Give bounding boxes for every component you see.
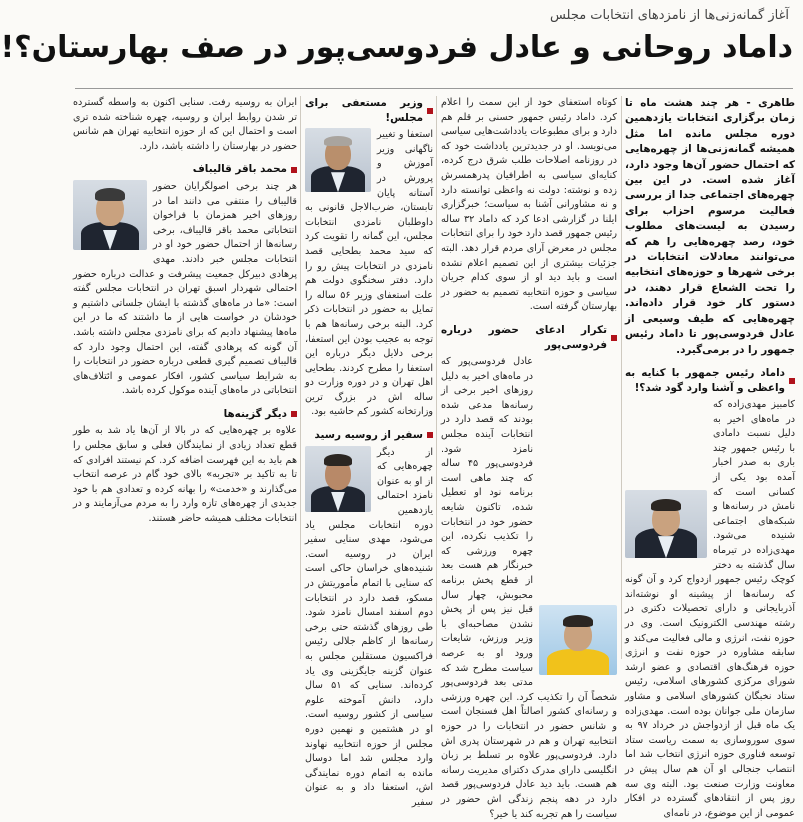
column-2	[441, 96, 617, 820]
body-text: از دیگر چهره‌هایی که از او به عنوان نامزد احتمالی یازدهمین دوره انتخابات مجلس یاد می‌شود، مهدی سنایی سفیر ایران در روسیه است. شنیده‌های خراسان حاکی است که سنایی با اتمام مأموریتش در مسکو، قصد دارد در انتخابات دوم اسفند امسال نامزد شود. طی روزهای گذشته حتی برخی رسانه‌ها از کاظم جلالی رئیس فراکسیون مستقلین مجلس به عنوان گزینه جایگزینی وی یاد کرده‌اند. سنایی که ۵۱ سال دارد، دانش آموخته علوم سیاسی از کشور روسیه است. او در هشتمین و نهمین دوره مجلس از حوزه انتخابیه نهاوند وارد مجلس شد اما دوسال مانده به اتمام دوره نمایندگی اش، استعفا داد و به عنوان سفیر	[305, 446, 433, 808]
subheading: تکرار ادعای حضور درباره فردوسی‌پور	[441, 323, 617, 352]
column-1	[625, 96, 795, 819]
subheading: وزیر مستعفی برای مجلس!	[305, 96, 433, 125]
body-text: علاوه بر چهره‌هایی که در بالا از آن‌ها یاد شد به طور قطع تعداد زیادی از نمایندگان فعلی و سابق مجلس را هم باید به این فهرست اضافه کرد. کم نیستند افرادی که تا به تاکید بر «تجربه» بالای خود گام در عرصه انتخاب می‌گذارند و «خدمت» را بهانه کرده و تعدادی هم با خود جدیدی از چهره‌های تازه وارد را به مردم می‌آزمایند و در انتخابات مختلف همیشه حاضر هستند.	[73, 425, 297, 525]
portrait-ghalibaf	[73, 180, 147, 250]
bullet-square-icon	[291, 411, 297, 417]
column-4	[73, 96, 297, 661]
subheading: دیگر گزینه‌ها	[73, 407, 297, 422]
divider	[75, 88, 793, 89]
headline: داماد روحانی و عادل فردوسی‌پور در صف بهارستان؟!	[0, 30, 793, 65]
body-text: کوتاه استعفای خود از این سمت را اعلام کرد. داماد رئیس جمهور حسنی بر قلم هم دارد و برای مطبوعات یادداشت‌هایی سیاسی می‌نویسد. او در جدیدترین یادداشت خود که در روزنامه اصلاحات طلب شرق درج کرده، کنایه‌ای سیاسی به اطرافیان پدرهمسرش زده و نوشته: دولت نه واعظی توانسته دارد و نه مشاورانی آشنا به سیاست؛ خبرگزاری ایلنا در گزارشی ادعا کرد که داماد ۳۲ ساله رئیس جمهور قصد دارد خود را برای انتخابات مجلس در معرض آرای مردم قرار دهد. البته جزئیات بیشتری از این تصمیم اعلام نشده است و باید دید او از سوی کدام جریان سیاسی و حوزه انتخابیه تصمیم به حضور در بهارستان گرفته است.	[441, 97, 617, 313]
column-divider	[300, 96, 301, 659]
portrait-batahaei	[305, 128, 371, 192]
body-text: استعفا و تغییر ناگهانی وزیر آموزش و پرورش در آستانه پایان تابستان، ضرب‌الاجل قانونی به داوطلبان نامزدی انتخابات مجلس، این گمانه را تقویت کرد که سید محمد بطحایی قصد نامزدی در انتخابات پیش رو را دارد. دفتر سخنگوی دولت هم علت استعفای وزیر ۵۶ ساله را تمایل به حضور در انتخابات ذکر کرد. البته برخی رسانه‌ها هم با توجه به عجیب بودن این استعفا، برخی دلایل دیگر درباره این استعفا را مطرح کردند. بطحایی اهل تهران و در دوره وزارت دو ساله اش در بزرگ ترین وزارتخانه کشور کم حاشیه بود.	[305, 129, 433, 418]
body-text: کامبیز مهدی‌زاده که در ماه‌های اخیر به دلیل نسبت دامادی با رئیس جمهور چند باری به صدر اخبار آمده بود یکی از کسانی است که نامش در رسانه‌ها و شبکه‌های اجتماعی شنیده می‌شود. مهدی‌زاده در تیرماه سال گذشته به دختر کوچک رئیس جمهور ازدواج کرد و آن گونه که رسانه‌ها از پیشینه او نوشته‌اند آذربایجانی و دارای تحصیلات دکتری در رشته مهندسی الکترونیک است. وی در حوزه نفت، انرژی و مالی فعالیت می‌کند و سابقه مشاوره در حوزه نفت و انرژی حوزه فرهنگ‌های اقتصادی و عضو ارشد شورای مرکزی کشورهای اسلامی، رئیس ستاد نخبگان کشورهای اسلامی و مشاور سازمان ملی جوانان بوده است. مهدی‌زاده یک ماه قبل از ازدواجش در خرداد ۹۷ به سوی سوروسازی به سمت ریاست ستاد توسعه فناوری حوزه انرژی انتخاب شد اما انتصاب جنجالی او آن هم سال پیش در معاونت وزارت صنعت بود. البته وی سه روز پس از انتقادهای گسترده در افکار عمومی از این موضوع، در نامه‌ای	[625, 399, 795, 819]
portrait-ferdowsipour	[539, 605, 617, 675]
lead-paragraph: طاهری - هر چند هشت ماه تا زمان برگزاری انتخابات یازدهمین دوره مجلس مانده اما مثل همیشه گمانه‌زنی‌ها از چهره‌هایی که احتمال حضور آن‌ها وجود دارد، آغاز شده است. در این بین چهره‌های اجتماعی جدا از بررسی فعالیت مرسوم احزاب برای رسیدن به لیست‌های مطلوب خود، رصد چهره‌هایی را هم که می‌توانند معادلات انتخابات در برخی شهرها و حوزه‌های انتخابیه را تحت الشعاع قرار دهند، در دستور کار خود قرار داده‌اند. چهره‌هایی که طیف وسیعی از عادل فردوسی‌پور تا داماد رئیس جمهور را در برمی‌گیرد.	[625, 97, 795, 356]
bullet-square-icon	[611, 335, 617, 341]
column-divider	[621, 96, 622, 659]
body-text: هر چند برخی اصولگرایان حضور قالیباف را منتفی می دانند اما در روزهای اخیر همزمان با فراخوان انتخاباتی محمد باقر قالیباف، برخی رسانه‌ها از احتمال حضور خود او در انتخابات مجلس خبر دادند. مهدی پرهادی دبیرکل جمعیت پیشرفت و عدالت درباره حضور احتمالی شهردار اسبق تهران در انتخابات مجلس گفته است: «ما در ماه‌های گذشته با ایشان جلساتی داشتیم و خودشان در خواست هایی از ما داشتند که ما در این ماه‌ها پیشنهاد دادیم که برای نامزدی مجلس داشته باشد. آن گونه که پرهادی گفته، این احتمال وجود دارد که قالیباف تصمیم گیری قطعی درباره حضور در انتخابات را به شرایط سیاسی کشور، افکار عمومی و ائتلاف‌های انتخاباتی در ماه‌های آینده موکول کرده باشد.	[73, 180, 297, 397]
bullet-square-icon	[427, 108, 433, 114]
bullet-square-icon	[427, 432, 433, 438]
kicker: آغاز گمانه‌زنی‌ها از نامزدهای انتخابات مجلس	[549, 8, 789, 23]
column-3	[305, 96, 433, 808]
column-divider	[436, 96, 437, 659]
subheading: داماد رئیس جمهور با کنایه به واعظی و آشنا وارد گود شد؟!	[625, 366, 795, 395]
body-text: عادل فردوسی‌پور که در ماه‌های اخیر به دلیل روزهای اخیر برخی از رسانه‌ها مدعی شده بودند که قصد دارد در انتخابات آینده مجلس نامزد شود. فردوسی‌پور ۴۵ ساله که چند ماهی است برنامه نود او تعطیل شده، تاکنون شایعه حضور خود در انتخابات را تکذیب نکرده، این چهره ورزشی که خبرنگار هم هست بعد از قطع پخش برنامه محبوبش، چهار سال قبل نیز پس از پخش نشدن مصاحبه‌ای با وزیر ورزش، شایعات ورود او به عرصه سیاست مطرح شد که مدتی بعد فردوسی‌پور شخصاً آن را تکذیب کرد. این چهره ورزشی و رسانه‌ای کشور اصالتاً اهل فسنجان است و شانس حضور در انتخابات را در حوزه انتخابیه تهران و هم در شهرستان پدری اش دارد. فردوسی‌پور علاوه بر تسلط بر زبان انگلیسی دارای مدرک دکترای مدیریت رسانه هم هست. باید دید عادل فردوسی‌پور قصد دارد در دهه پنجم زندگی اش حضور در سیاست را هم تجربه کند یا خیر؟	[441, 356, 617, 820]
body-text: ایران به روسیه رفت. سنایی اکنون به واسطه گسترده تر شدن روابط ایران و روسیه، چهره شناخته شده تری است و احتمال این که از حوزه انتخابیه تهران هم شانس حضور در بهارستان را داشته باشد، دارد.	[73, 97, 297, 152]
subheading: محمد باقر قالیباف	[73, 162, 297, 177]
portrait-mahdizadeh	[625, 490, 707, 558]
portrait-sanaei	[305, 446, 371, 512]
subheading: سفیر از روسیه رسید	[305, 428, 433, 443]
bullet-square-icon	[291, 167, 297, 173]
bullet-square-icon	[789, 378, 795, 384]
